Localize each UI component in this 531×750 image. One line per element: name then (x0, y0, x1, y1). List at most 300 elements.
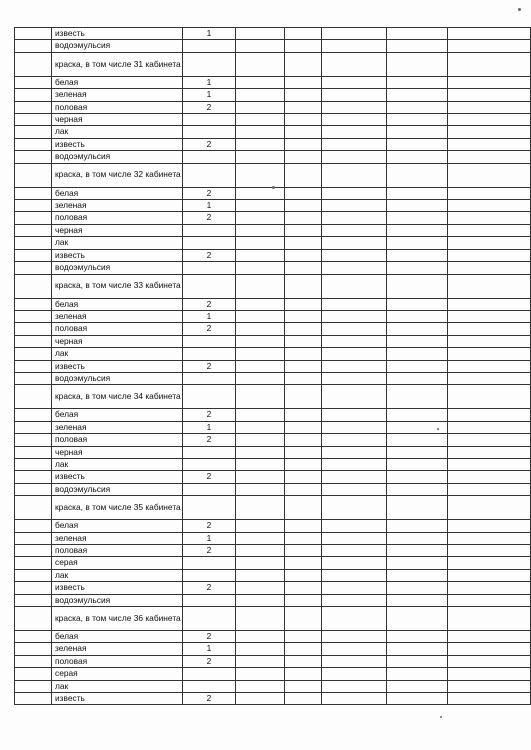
empty-cell (236, 274, 285, 298)
table-row (15, 483, 531, 495)
material-name-cell: водоэмульсия (52, 151, 183, 163)
empty-cell (15, 237, 52, 249)
quantity-cell: 2 (183, 409, 236, 421)
empty-cell (15, 532, 52, 544)
empty-cell (236, 237, 285, 249)
material-name-cell: черная (52, 446, 183, 458)
empty-cell (322, 212, 387, 224)
empty-cell (387, 360, 448, 372)
material-name-cell: серая (52, 668, 183, 680)
empty-cell (15, 668, 52, 680)
empty-cell (236, 76, 285, 88)
empty-cell (285, 421, 322, 433)
empty-cell (15, 151, 52, 163)
table-row (15, 224, 531, 236)
quantity-cell: 2 (183, 655, 236, 667)
empty-cell (285, 224, 322, 236)
table-row (15, 151, 531, 163)
quantity-cell (183, 594, 236, 606)
table-row (15, 298, 531, 310)
quantity-cell: 2 (183, 323, 236, 335)
empty-cell (15, 187, 52, 199)
empty-cell (322, 545, 387, 557)
quantity-cell: 2 (183, 138, 236, 150)
material-name-cell: белая (52, 409, 183, 421)
quantity-cell (183, 607, 236, 631)
quantity-cell (183, 126, 236, 138)
empty-cell (236, 458, 285, 470)
empty-cell (15, 693, 52, 705)
material-name-cell: черная (52, 114, 183, 126)
material-name-cell: белая (52, 520, 183, 532)
empty-cell (15, 298, 52, 310)
empty-cell (448, 89, 531, 101)
scan-speck (518, 8, 521, 11)
empty-cell (15, 409, 52, 421)
empty-cell (448, 212, 531, 224)
empty-cell (15, 323, 52, 335)
empty-cell (15, 520, 52, 532)
empty-cell (387, 545, 448, 557)
empty-cell (322, 483, 387, 495)
empty-cell (15, 28, 52, 40)
empty-cell (322, 138, 387, 150)
empty-cell (285, 200, 322, 212)
empty-cell (285, 212, 322, 224)
empty-cell (322, 582, 387, 594)
empty-cell (387, 520, 448, 532)
table-row (15, 163, 531, 187)
empty-cell (387, 655, 448, 667)
material-name-cell: серая (52, 557, 183, 569)
table-row (15, 187, 531, 199)
empty-cell (387, 274, 448, 298)
empty-cell (387, 693, 448, 705)
empty-cell (387, 483, 448, 495)
empty-cell (448, 249, 531, 261)
material-name-cell: белая (52, 631, 183, 643)
table-row (15, 360, 531, 372)
empty-cell (285, 310, 322, 322)
empty-cell (448, 655, 531, 667)
empty-cell (322, 237, 387, 249)
empty-cell (322, 631, 387, 643)
empty-cell (236, 101, 285, 113)
empty-cell (15, 594, 52, 606)
empty-cell (285, 655, 322, 667)
table-row (15, 114, 531, 126)
empty-cell (236, 520, 285, 532)
scan-speck (437, 428, 439, 430)
empty-cell (387, 557, 448, 569)
materials-table (14, 27, 531, 705)
material-name-cell: водоэмульсия (52, 262, 183, 274)
empty-cell (15, 335, 52, 347)
empty-cell (15, 274, 52, 298)
material-name-cell: зеленая (52, 643, 183, 655)
empty-cell (387, 607, 448, 631)
empty-cell (448, 471, 531, 483)
material-name-cell: водоэмульсия (52, 594, 183, 606)
table-row (15, 582, 531, 594)
quantity-cell (183, 274, 236, 298)
table-body (15, 28, 531, 705)
table-row (15, 52, 531, 76)
quantity-cell: 2 (183, 249, 236, 261)
empty-cell (448, 52, 531, 76)
empty-cell (448, 409, 531, 421)
empty-cell (448, 680, 531, 692)
empty-cell (387, 668, 448, 680)
empty-cell (387, 212, 448, 224)
empty-cell (448, 458, 531, 470)
empty-cell (236, 126, 285, 138)
empty-cell (322, 52, 387, 76)
empty-cell (387, 151, 448, 163)
empty-cell (448, 532, 531, 544)
empty-cell (322, 163, 387, 187)
quantity-cell (183, 237, 236, 249)
material-name-cell: половая (52, 212, 183, 224)
empty-cell (285, 151, 322, 163)
material-name-cell: белая (52, 76, 183, 88)
material-name-cell: известь (52, 249, 183, 261)
empty-cell (387, 249, 448, 261)
empty-cell (322, 187, 387, 199)
empty-cell (448, 483, 531, 495)
table-row (15, 458, 531, 470)
empty-cell (448, 335, 531, 347)
empty-cell (236, 655, 285, 667)
empty-cell (285, 237, 322, 249)
empty-cell (448, 224, 531, 236)
material-name-cell: половая (52, 323, 183, 335)
empty-cell (387, 446, 448, 458)
empty-cell (236, 40, 285, 52)
empty-cell (285, 483, 322, 495)
empty-cell (15, 200, 52, 212)
empty-cell (15, 40, 52, 52)
empty-cell (285, 643, 322, 655)
material-name-cell: краска, в том числе 34 кабинета (52, 385, 183, 409)
empty-cell (285, 496, 322, 520)
empty-cell (236, 52, 285, 76)
empty-cell (15, 434, 52, 446)
empty-cell (285, 249, 322, 261)
empty-cell (448, 114, 531, 126)
empty-cell (285, 76, 322, 88)
empty-cell (387, 298, 448, 310)
empty-cell (236, 262, 285, 274)
empty-cell (448, 582, 531, 594)
empty-cell (322, 471, 387, 483)
empty-cell (322, 151, 387, 163)
table-row (15, 409, 531, 421)
empty-cell (387, 496, 448, 520)
quantity-cell: 1 (183, 421, 236, 433)
quantity-cell (183, 372, 236, 384)
table-row (15, 138, 531, 150)
empty-cell (285, 385, 322, 409)
empty-cell (448, 668, 531, 680)
empty-cell (285, 28, 322, 40)
empty-cell (448, 348, 531, 360)
empty-cell (322, 89, 387, 101)
empty-cell (322, 693, 387, 705)
material-name-cell: лак (52, 348, 183, 360)
material-name-cell: половая (52, 101, 183, 113)
empty-cell (448, 200, 531, 212)
table-row (15, 126, 531, 138)
empty-cell (236, 643, 285, 655)
empty-cell (236, 249, 285, 261)
quantity-cell: 2 (183, 101, 236, 113)
material-name-cell: краска, в том числе 31 кабинета (52, 52, 183, 76)
empty-cell (285, 323, 322, 335)
empty-cell (387, 101, 448, 113)
empty-cell (285, 582, 322, 594)
empty-cell (15, 126, 52, 138)
table-row (15, 372, 531, 384)
empty-cell (322, 594, 387, 606)
material-name-cell: лак (52, 680, 183, 692)
material-name-cell: половая (52, 545, 183, 557)
material-name-cell: краска, в том числе 33 кабинета (52, 274, 183, 298)
empty-cell (387, 52, 448, 76)
material-name-cell: лак (52, 237, 183, 249)
empty-cell (236, 224, 285, 236)
empty-cell (15, 348, 52, 360)
empty-cell (448, 643, 531, 655)
empty-cell (15, 249, 52, 261)
material-name-cell: зеленая (52, 421, 183, 433)
empty-cell (236, 569, 285, 581)
quantity-cell (183, 680, 236, 692)
material-name-cell: водоэмульсия (52, 483, 183, 495)
empty-cell (387, 163, 448, 187)
empty-cell (15, 582, 52, 594)
empty-cell (236, 187, 285, 199)
empty-cell (448, 520, 531, 532)
empty-cell (322, 409, 387, 421)
empty-cell (285, 557, 322, 569)
empty-cell (387, 89, 448, 101)
empty-cell (448, 421, 531, 433)
empty-cell (285, 52, 322, 76)
quantity-cell: 2 (183, 693, 236, 705)
empty-cell (387, 532, 448, 544)
empty-cell (387, 434, 448, 446)
quantity-cell (183, 163, 236, 187)
table-row (15, 594, 531, 606)
quantity-cell: 1 (183, 89, 236, 101)
empty-cell (285, 545, 322, 557)
empty-cell (322, 557, 387, 569)
empty-cell (236, 434, 285, 446)
empty-cell (448, 40, 531, 52)
empty-cell (15, 52, 52, 76)
empty-cell (322, 126, 387, 138)
empty-cell (285, 372, 322, 384)
table-row (15, 607, 531, 631)
empty-cell (387, 310, 448, 322)
empty-cell (387, 409, 448, 421)
empty-cell (15, 643, 52, 655)
empty-cell (236, 372, 285, 384)
quantity-cell (183, 458, 236, 470)
empty-cell (387, 458, 448, 470)
empty-cell (322, 262, 387, 274)
material-name-cell: зеленая (52, 89, 183, 101)
empty-cell (322, 76, 387, 88)
empty-cell (15, 101, 52, 113)
empty-cell (285, 262, 322, 274)
quantity-cell: 2 (183, 434, 236, 446)
empty-cell (15, 224, 52, 236)
material-name-cell: водоэмульсия (52, 372, 183, 384)
empty-cell (448, 274, 531, 298)
empty-cell (322, 607, 387, 631)
quantity-cell: 2 (183, 471, 236, 483)
empty-cell (15, 607, 52, 631)
empty-cell (236, 163, 285, 187)
empty-cell (236, 323, 285, 335)
empty-cell (322, 569, 387, 581)
table-row (15, 40, 531, 52)
quantity-cell: 2 (183, 545, 236, 557)
quantity-cell: 1 (183, 310, 236, 322)
empty-cell (448, 545, 531, 557)
empty-cell (322, 40, 387, 52)
empty-cell (236, 693, 285, 705)
empty-cell (236, 532, 285, 544)
quantity-cell (183, 335, 236, 347)
empty-cell (285, 520, 322, 532)
material-name-cell: зеленая (52, 532, 183, 544)
empty-cell (236, 471, 285, 483)
empty-cell (285, 360, 322, 372)
table-row (15, 680, 531, 692)
empty-cell (322, 372, 387, 384)
quantity-cell (183, 668, 236, 680)
empty-cell (285, 409, 322, 421)
empty-cell (322, 655, 387, 667)
empty-cell (387, 28, 448, 40)
empty-cell (448, 607, 531, 631)
table-row (15, 200, 531, 212)
empty-cell (322, 335, 387, 347)
empty-cell (387, 224, 448, 236)
empty-cell (285, 298, 322, 310)
empty-cell (285, 693, 322, 705)
material-name-cell: краска, в том числе 36 кабинета (52, 607, 183, 631)
empty-cell (322, 458, 387, 470)
empty-cell (236, 668, 285, 680)
material-name-cell: лак (52, 569, 183, 581)
empty-cell (322, 200, 387, 212)
empty-cell (322, 274, 387, 298)
empty-cell (285, 631, 322, 643)
empty-cell (387, 114, 448, 126)
empty-cell (15, 421, 52, 433)
empty-cell (15, 496, 52, 520)
empty-cell (236, 607, 285, 631)
table-row (15, 323, 531, 335)
empty-cell (15, 138, 52, 150)
table-row (15, 655, 531, 667)
empty-cell (448, 434, 531, 446)
material-name-cell: черная (52, 224, 183, 236)
empty-cell (236, 138, 285, 150)
table-row (15, 434, 531, 446)
empty-cell (448, 594, 531, 606)
material-name-cell: белая (52, 298, 183, 310)
empty-cell (15, 655, 52, 667)
table-row (15, 421, 531, 433)
empty-cell (448, 262, 531, 274)
empty-cell (236, 483, 285, 495)
empty-cell (285, 446, 322, 458)
material-name-cell: зеленая (52, 200, 183, 212)
table-row (15, 631, 531, 643)
material-name-cell: известь (52, 360, 183, 372)
table-row (15, 310, 531, 322)
empty-cell (322, 310, 387, 322)
empty-cell (285, 607, 322, 631)
empty-cell (322, 385, 387, 409)
empty-cell (322, 643, 387, 655)
table-row (15, 101, 531, 113)
empty-cell (236, 409, 285, 421)
empty-cell (285, 434, 322, 446)
empty-cell (285, 569, 322, 581)
empty-cell (236, 594, 285, 606)
material-name-cell: краска, в том числе 32 кабинета (52, 163, 183, 187)
empty-cell (387, 335, 448, 347)
empty-cell (322, 668, 387, 680)
empty-cell (448, 163, 531, 187)
table-row (15, 262, 531, 274)
table-row (15, 471, 531, 483)
quantity-cell (183, 224, 236, 236)
empty-cell (285, 114, 322, 126)
table-row (15, 348, 531, 360)
empty-cell (322, 496, 387, 520)
empty-cell (387, 643, 448, 655)
empty-cell (387, 262, 448, 274)
quantity-cell (183, 40, 236, 52)
quantity-cell (183, 52, 236, 76)
quantity-cell (183, 151, 236, 163)
empty-cell (236, 200, 285, 212)
quantity-cell: 1 (183, 200, 236, 212)
empty-cell (387, 372, 448, 384)
table-row (15, 693, 531, 705)
quantity-cell (183, 557, 236, 569)
empty-cell (322, 114, 387, 126)
empty-cell (387, 582, 448, 594)
empty-cell (15, 471, 52, 483)
empty-cell (448, 187, 531, 199)
material-name-cell: лак (52, 458, 183, 470)
empty-cell (236, 631, 285, 643)
empty-cell (448, 76, 531, 88)
empty-cell (448, 28, 531, 40)
empty-cell (285, 680, 322, 692)
empty-cell (448, 496, 531, 520)
table-row (15, 446, 531, 458)
empty-cell (322, 323, 387, 335)
